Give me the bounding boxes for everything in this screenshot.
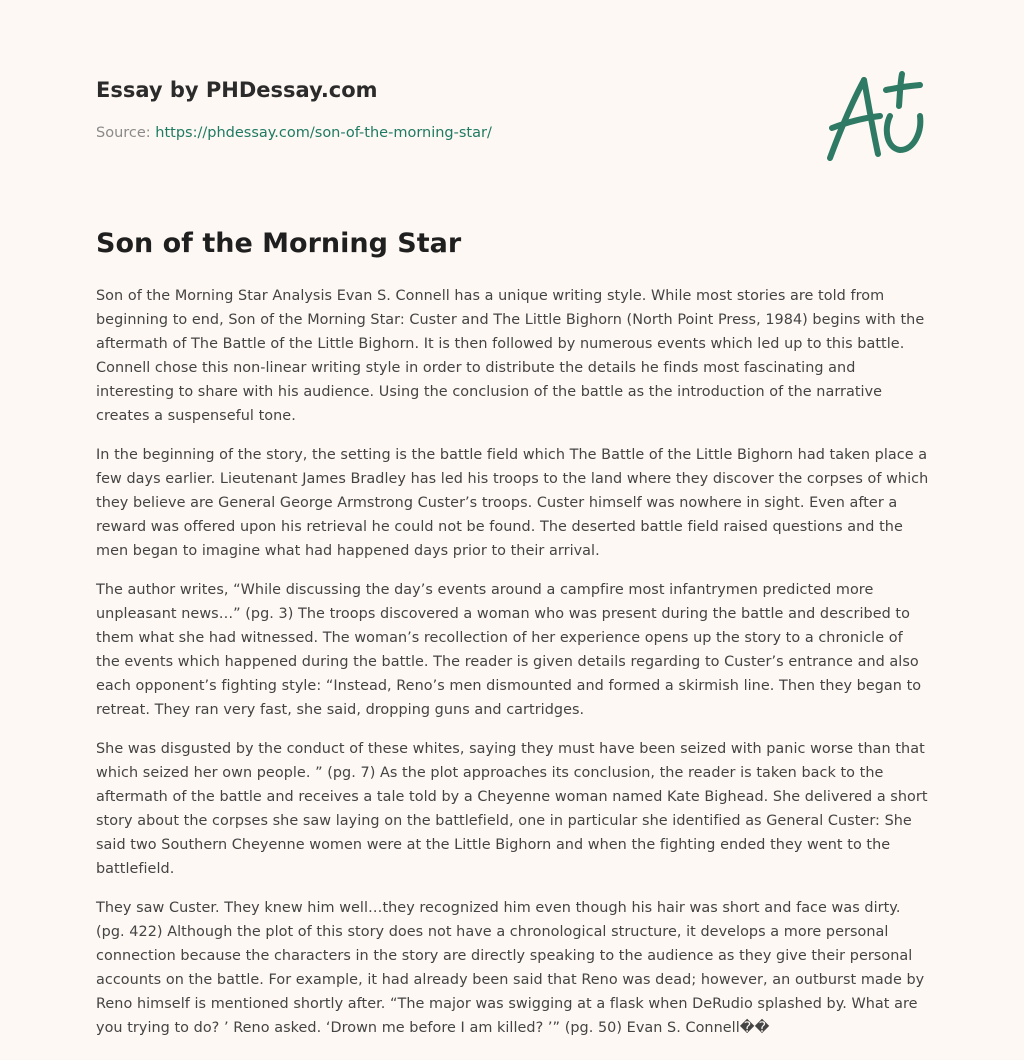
- source-line: [96, 123, 796, 143]
- essay-paragraph: She was disgusted by the conduct of these whites, saying they must have been seized with panic worse than that which seized her own people. ” (pg. 7) As the plot approaches its conclusion, the reader is taken back to the aftermath of the battle and receives a tale told by a Cheyenne woman named Kate Bighead. She delivered a short story about the corpses she saw laying on the battlefield, one in particular she identified as General Custer: She said two Southern Cheyenne women were at the Little Bighorn and when the fighting ended they went to the battlefield.: [96, 741, 928, 877]
- essay-paragraph: Son of the Morning Star Analysis Evan S. Connell has a unique writing style. While most stories are told from beginning to end, Son of the Morning Star: Custer and The Little Bighorn (North Point Press, 1984) begins with the aftermath of The Battle of the Little Bighorn. It is then followed by numerous events which led up to this battle. Connell chose this non-linear writing style in order to distribute the details he finds most fascinating and interesting to share with his audience. Using the conclusion of the battle as the introduction of the narrative creates a suspenseful tone.: [96, 288, 925, 424]
- essay-header: [96, 76, 796, 143]
- essay-body: [96, 284, 931, 1055]
- site-title: Essay by PHDessay.com: [96, 78, 378, 102]
- a-plus-logo-icon: [820, 66, 930, 166]
- source-link[interactable]: https://phdessay.com/son-of-the-morning-star/: [155, 125, 492, 141]
- essay-title: Son of the Morning Star: [96, 228, 462, 259]
- essay-paragraph: In the beginning of the story, the setting is the battle field which The Battle of the Little Bighorn had taken place a few days earlier. Lieutenant James Bradley has led his troops to the land where they discover the corpses of which they believe are General George Armstrong Custer’s troops. Custer himself was nowhere in sight. Even after a reward was offered upon his retrieval he could not be found. The deserted battle field raised questions and the men began to imagine what had happened days prior to their arrival.: [96, 447, 929, 559]
- source-label: Source:: [96, 125, 156, 141]
- essay-paragraph: They saw Custer. They knew him well…they recognized him even though his hair was short and face was dirty. (pg. 422) Although the plot of this story does not have a chronological structure, it develops a more personal connection because the characters in the story are directly speaking to the audience as they give their personal accounts on the battle. For example, it had already been said that Reno was dead; however, an outburst made by Reno himself is mentioned shortly after. “The major was swigging at a flask when DeRudio splashed by. What are you trying to do? ’ Reno asked. ‘Drown me before I am killed? ’” (pg. 50) Evan S. Connell��: [96, 900, 925, 1036]
- essay-paragraph: The author writes, “While discussing the day’s events around a campfire most infantrymen predicted more unpleasant news…” (pg. 3) The troops discovered a woman who was present during the battle and described to them what she had witnessed. The woman’s recollection of her experience opens up the story to a chronicle of the events which happened during the battle. The reader is given details regarding to Custer’s entrance and also each opponent’s fighting style: “Instead, Reno’s men dismounted and formed a skirmish line. Then they began to retreat. They ran very fast, she said, dropping guns and cartridges.: [96, 582, 922, 718]
